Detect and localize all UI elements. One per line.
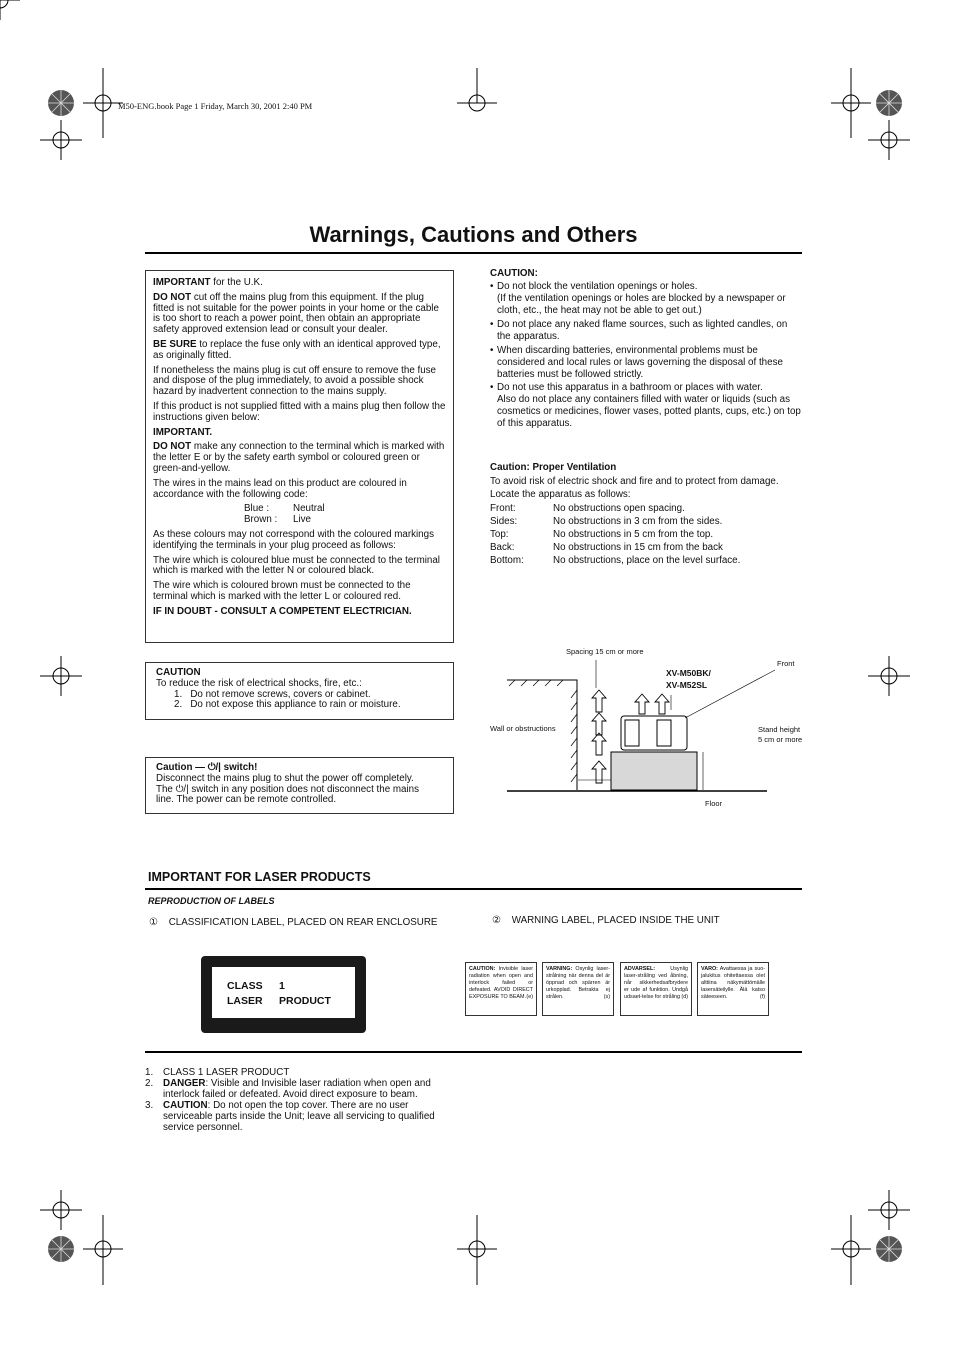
title-rule xyxy=(145,252,802,254)
laser-notes xyxy=(145,1067,455,1133)
caution-list-item: • Do not place any naked flame sources, such as lighted candles, on the apparatus. xyxy=(490,318,788,342)
standby-icon: ⏻/| xyxy=(175,783,189,795)
ventilation-row: Back: No obstructions in 15 cm from the back xyxy=(490,542,723,554)
bottom-rule xyxy=(145,1051,802,1053)
diagram-spacing-label: Spacing 15 cm or more xyxy=(566,647,644,656)
caution-list-item: • Do not use this apparatus in a bathroom or places with water. Also do not place any containers filled with water or liquids (such as cosmetics or medicines, flower vases, potted plants, cups, etc.) on top of this apparatus. xyxy=(490,382,801,430)
warning-label: VARNING: Osynlig laser-strålning när denna del är öppnad och spärren är urkopplad. Betrakta ej strålen. (s) xyxy=(542,962,614,1016)
laser-heading: IMPORTANT FOR LASER PRODUCTS xyxy=(148,870,371,884)
laser-rule xyxy=(145,888,802,890)
right-caution: CAUTION: • Do not block the ventilation openings or holes. (If the ventilation openings or holes are blocked by a newspaper or cloth, etc., the heat may not be able to get out.) • Do not place any naked flame sources, such as lighted candles, on the apparatus. • When discarding batteries, environmental problems must be considered and local rules or laws governing the disposal of these batteries must be followed strictly. • Do not use this apparatus in a bathroom or places with water. Also do not place any containers filled with water or liquids (such as cosmetics or medicines, flower vases, potted plants, cups, etc.) on top of this apparatus. xyxy=(490,268,801,430)
uk-plug-box: IMPORTANT for the U.K. DO NOT cut off the mains plug from this equipment. If the plug fitted is not suitable for the power points in your home or the cable is too short to reach a power point, then obtain an appropriate safety approved extension lead or consult your dealer. BE SURE to replace the fuse only with an identical approved type, as originally fitted. If nonetheless the mains plug is cut off ensure to remove the fuse and dispose of the plug immediately, to avoid a possible shock hazard by inadvertent connection to the mains supply. If this product is not supplied fitted with a mains plug then follow the instructions given below: IMPORTANT. DO NOT make any connection to the terminal which is marked with the letter E or by the safety earth symbol or coloured green or green-and-yellow. The wires in the mains lead on this product are coloured in accordance with the following code: Blue : Neutral Brown : Live As these colours may not correspond with the coloured markings identifying the terminals in your plug proceed as follows: The wire which is coloured blue must be connected to the terminal which is marked with the letter N or coloured black. The wire which is coloured brown must be connected to the terminal which is marked with the letter L or coloured red. IF IN DOUBT - CONSULT A COMPETENT ELECTRICIAN. xyxy=(145,270,454,643)
right-caution-list xyxy=(490,281,802,430)
warning-label: ADVARSEL: Usynlig laser-stråling ved åbning, når sikkerhedsafbrydere er ude af funktion. Undgå udsaet-telse for stråling (d) xyxy=(620,962,692,1016)
standby-switch-box: Caution — ⏻/| switch! Disconnect the mains plug to shut the power off completely. The ⏻/| switch in any position does not disconnect the mains line. The power can be remote controlled. xyxy=(145,757,454,814)
laser-note: 1. CLASS 1 LASER PRODUCT xyxy=(145,1067,290,1078)
ventilation-row: Front: No obstructions open spacing. xyxy=(490,503,685,515)
diagram-stand-label: Stand height 5 cm or more xyxy=(758,725,803,744)
caution-list-item: • Do not block the ventilation openings or holes. (If the ventilation openings or holes are blocked by a newspaper or cloth, etc., the heat may not be able to get out.) xyxy=(490,281,786,317)
diagram-floor-label: Floor xyxy=(705,799,723,808)
ventilation-row: Sides: No obstructions in 3 cm from the sides. xyxy=(490,516,723,528)
warning-label: CAUTION: Invisible laser radiation when open and interlock failed or defeated. AVOID DIRECT EXPOSURE TO BEAM. (e) xyxy=(465,962,537,1016)
warning-label: VARO: Avattaessa ja suo-jalukitus ohitettaessa olet alttiina näkymättömälle lasersäteilylle. Älä katso säteeseen. (f) xyxy=(697,962,769,1016)
bullet: • xyxy=(490,318,494,330)
label2-caption: ② WARNING LABEL, PLACED INSIDE THE UNIT xyxy=(492,915,720,926)
wire-colour-table: Blue : Neutral Brown : Live xyxy=(244,503,325,526)
diagram-model-label: XV-M50BK/ XV-M52SL xyxy=(666,668,711,690)
diagram-wall-label: Wall or obstructions xyxy=(490,724,556,733)
ventilation-section: Caution: Proper Ventilation To avoid risk of electric shock and fire and to protect from damage. Locate the apparatus as follows: Front: No obstructions open spacing. Sides: No obstructions in 3 cm from the sides. Top: No obstructions in 5 cm from the top. Back: No obstructions in 15 cm from the back Bottom: No obstructions, place on the level surface. xyxy=(490,463,810,567)
ventilation-row: Top: No obstructions in 5 cm from the top. xyxy=(490,529,714,541)
caution-list-item: • When discarding batteries, environmental problems must be considered and local rules or laws governing the disposal of these batteries must be followed strictly. xyxy=(490,344,783,380)
diagram-front-label: Front xyxy=(777,659,795,668)
laser-note: 2. DANGER: Visible and Invisible laser radiation when open and interlock failed or defeated. Avoid direct exposure to beam. xyxy=(145,1078,431,1100)
label1-caption: ① CLASSIFICATION LABEL, PLACED ON REAR ENCLOSURE xyxy=(149,917,438,928)
ventilation-row: Bottom: No obstructions, place on the level surface. xyxy=(490,555,741,567)
ventilation-table xyxy=(490,502,810,567)
bullet: • xyxy=(490,344,494,356)
standby-icon: ⏻/| xyxy=(207,762,221,773)
page-title: Warnings, Cautions and Others xyxy=(309,222,638,247)
bullet: • xyxy=(490,281,494,293)
caution-box: CAUTION To reduce the risk of electrical shocks, fire, etc.: 1. Do not remove screws, covers or cabinet. 2. Do not expose this appliance to rain or moisture. xyxy=(145,662,454,720)
file-header-line: M50-ENG.book Page 1 Friday, March 30, 2001 2:40 PM xyxy=(118,101,313,111)
laser-note: 3. CAUTION: Do not open the top cover. There are no user serviceable parts inside the Unit; leave all servicing to qualified service personnel. xyxy=(145,1100,435,1133)
uk-important-label: IMPORTANT xyxy=(153,277,211,288)
bullet: • xyxy=(490,382,494,394)
class1-label: CLASS 1 LASER PRODUCT xyxy=(201,956,366,1033)
laser-subheading: REPRODUCTION OF LABELS xyxy=(148,896,275,906)
